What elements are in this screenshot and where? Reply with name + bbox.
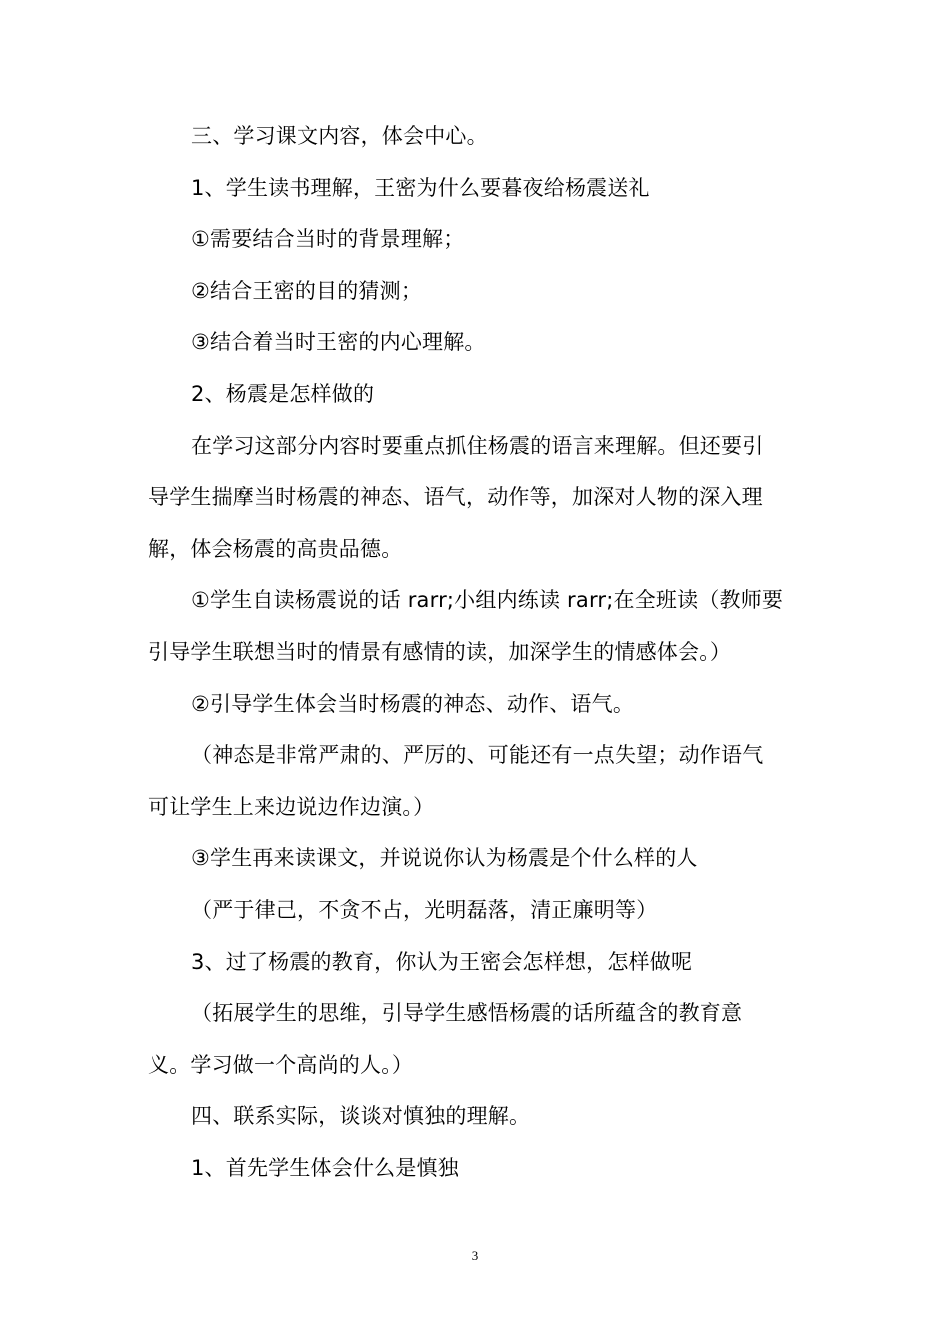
text-line: 引导学生联想当时的情景有感情的读，加深学生的情感体会。） xyxy=(148,639,732,664)
text-line: 2、杨震是怎样做的 xyxy=(191,381,375,406)
text-line: ③结合着当时王密的内心理解。 xyxy=(191,330,486,355)
text-line: ①需要结合当时的背景理解； xyxy=(191,227,465,252)
text-line: 义。学习做一个高尚的人。） xyxy=(148,1052,414,1077)
body-text xyxy=(148,111,798,1194)
text-line: （严于律己，不贪不占，光明磊落，清正廉明等） xyxy=(191,897,658,922)
text-line: 3、过了杨震的教育，你认为王密会怎样想，怎样做呢 xyxy=(191,949,693,974)
text-line: 1、学生读书理解，王密为什么要暮夜给杨震送礼 xyxy=(191,175,650,200)
text-line: 在学习这部分内容时要重点抓住杨震的语言来理解。但还要引 xyxy=(191,433,764,458)
text-line: 四、联系实际，谈谈对慎独的理解。 xyxy=(191,1104,531,1129)
text-line: （拓展学生的思维，引导学生感悟杨震的话所蕴含的教育意 xyxy=(191,1001,743,1026)
text-line: （神态是非常严肃的、严厉的、可能还有一点失望；动作语气 xyxy=(191,743,764,768)
text-line: ②结合王密的目的猜测； xyxy=(191,278,423,303)
text-line: 导学生揣摩当时杨震的神态、语气，动作等，加深对人物的深入理 xyxy=(148,485,763,510)
text-line: ③学生再来读课文，并说说你认为杨震是个什么样的人 xyxy=(191,846,698,871)
page-number: 3 xyxy=(471,1248,479,1263)
text-line: ②引导学生体会当时杨震的神态、动作、语气。 xyxy=(191,691,635,716)
text-line: 解，体会杨震的高贵品德。 xyxy=(148,536,403,561)
text-line: 三、学习课文内容，体会中心。 xyxy=(191,124,488,148)
text-line: 可让学生上来边说边作边演。） xyxy=(148,794,435,819)
text-line: 1、首先学生体会什么是慎独 xyxy=(191,1155,459,1180)
text-line: ①学生自读杨震说的话 rarr;小组内练读 rarr;在全班读（教师要 xyxy=(191,588,784,613)
